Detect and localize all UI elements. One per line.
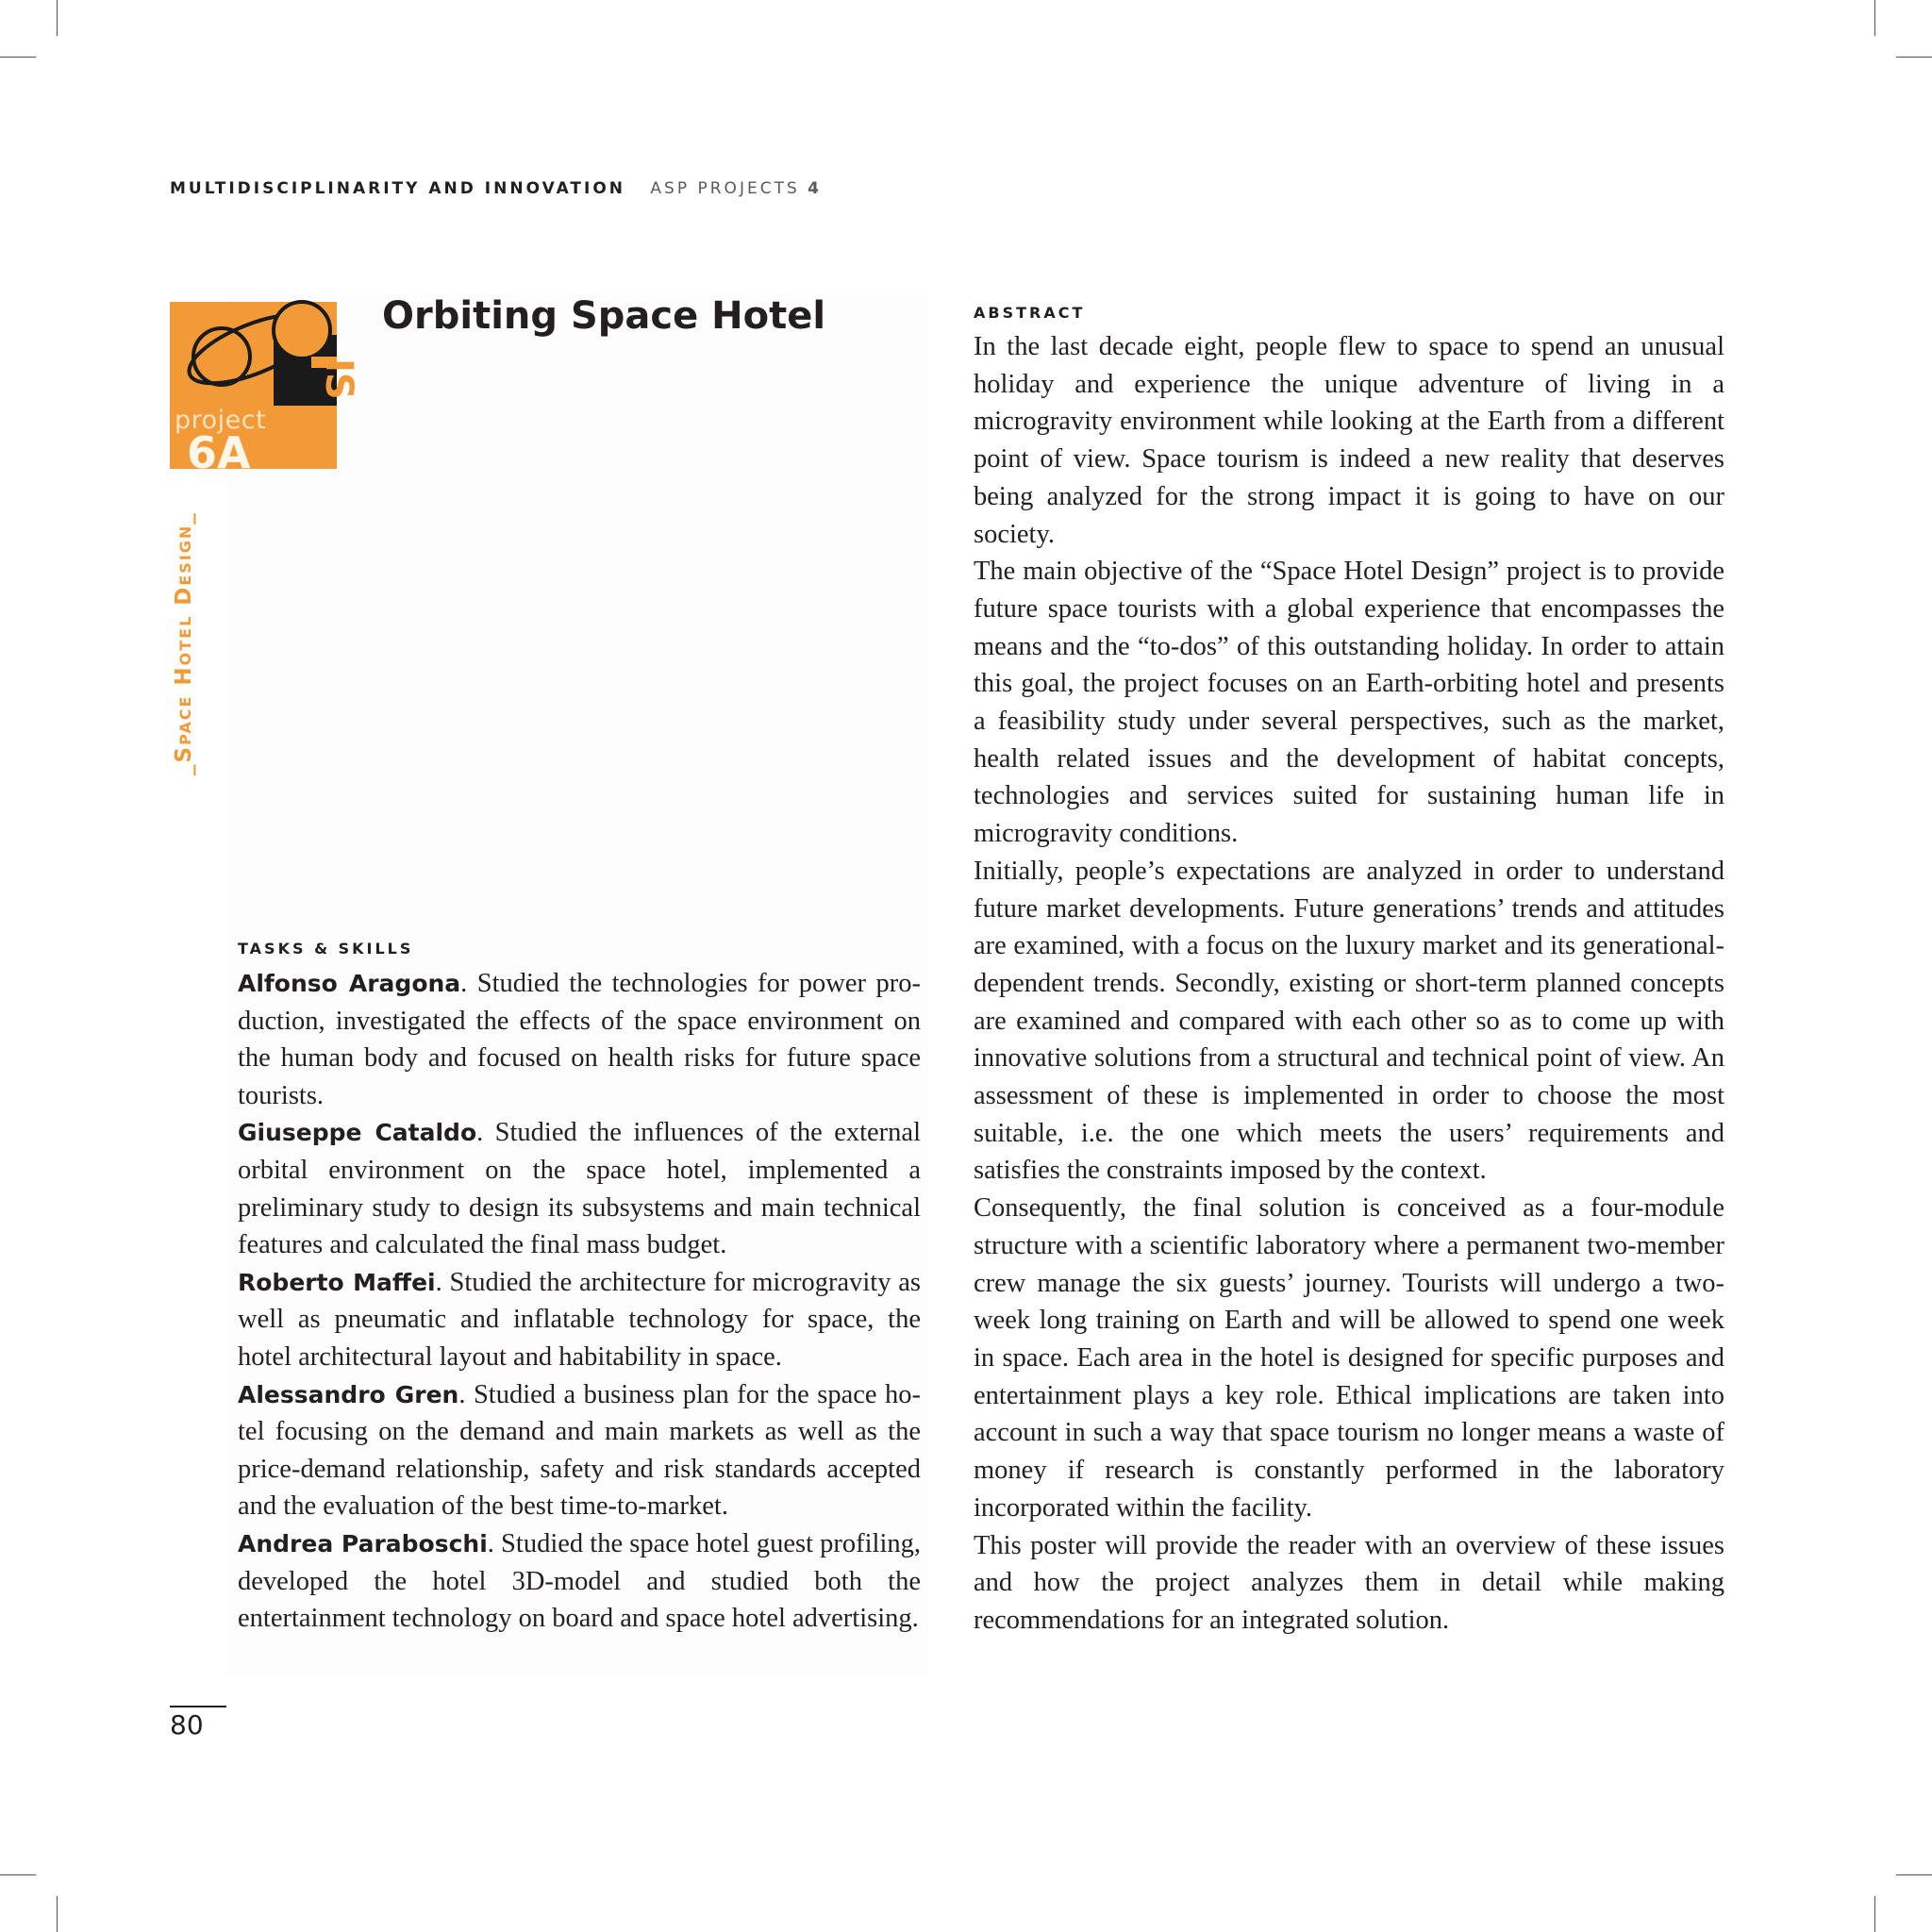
team-member-name: Alfonso Aragona [238, 970, 461, 997]
team-member-entry [238, 1114, 921, 1263]
page-title: Orbiting Space Hotel [382, 294, 826, 338]
team-member-name: Alessandro Gren [238, 1380, 459, 1408]
running-header-series [650, 179, 822, 198]
crop-mark [0, 1874, 36, 1875]
project-logo [170, 302, 360, 478]
team-member-description: . Studied the architecture for microgravity as well as pneumatic and inflatable technology for space, the hotel architectural layout and habitability in space. [238, 1267, 921, 1372]
crop-mark [1896, 1874, 1932, 1875]
team-member-name: Giuseppe Cataldo [238, 1119, 477, 1147]
team-member-description: . Studied the technologies for power production, investigated the effects of the space environment on the human body and focused on health risks for future space tourists. [238, 969, 921, 1110]
crop-mark [1874, 1896, 1875, 1932]
team-member-entry [238, 1264, 921, 1376]
abstract-paragraph: This poster will provide the reader with an overview of these issues and how the project analyzes them in detail while making recommendations for an integrated solution. [974, 1530, 1724, 1635]
running-header-series-label: ASP PROJECTS [650, 179, 800, 198]
crop-mark [1874, 0, 1875, 36]
vertical-section-label: _Space Hotel Design_ [172, 511, 196, 775]
team-member-description: . Studied a business plan for the space hotel focusing on the demand and main markets as well as the price-demand relationship, safety and risk standards accepted and the evaluation of the best time-to-market. [238, 1379, 921, 1522]
team-member-name: Roberto Maffei [238, 1268, 436, 1296]
team-member-description: . Studied the space hotel guest profiling, developed the hotel 3D-model and studied both the entertainment technology on board and space hotel advertising. [238, 1528, 921, 1634]
logo-project-code: 6A [187, 427, 251, 478]
running-header-number: 4 [808, 179, 822, 198]
crop-mark [57, 1896, 58, 1932]
tasks-body [238, 965, 921, 1638]
abstract-paragraph: In the last decade eight, people flew to space to spend an unusual holiday and experience the unique adventure of living in a microgravity environment while looking at the Earth from a different point of view. Space tourism is indeed a new reality that deserves being analyzed for the strong impact it is going to have on our society. [974, 332, 1724, 549]
crop-mark [0, 57, 36, 58]
team-member-entry [238, 1376, 921, 1525]
logo-project-word: project [175, 406, 267, 435]
running-header-section: MULTIDISCIPLINARITY AND INNOVATION [170, 179, 626, 198]
abstract-paragraph: Initially, people’s expectations are analyzed in order to understand future market developments. Future generations’ trends and attitudes are examined, with a focus on the luxury market and its generational-dependent trends. Secondly, existing or short-term planned concepts are examined and compared with each other so as to come up with innovative solutions from a structural and technical point of view. An assessment of these is implemented in order to choose the most suitable, i.e. the one which meets the users’ requirements and satisfies the constraints imposed by the context. [974, 856, 1724, 1186]
crop-mark [57, 0, 58, 36]
crop-mark [1896, 57, 1932, 58]
team-member-description: . Studied the influences of the external orbital environment on the space hotel, implemented a preliminary study to design its subsystems and main technical features and calculated the final mass budget. [238, 1118, 921, 1260]
team-member-name: Andrea Paraboschi [238, 1529, 488, 1557]
running-header [170, 179, 822, 198]
tasks-heading: TASKS & SKILLS [238, 940, 414, 958]
page-number-rule [170, 1706, 226, 1707]
abstract-paragraph: The main objective of the “Space Hotel Design” project is to provide future space tourists with a global experience that encompasses the means and the “to-dos” of this outstanding holiday. In order to attain this goal, the project focuses on an Earth-orbiting hotel and presents a feasibility study under several perspectives, such as the market, health related issues and the development of habitat concepts, technologies and services suited for sustaining human life in microgravity conditions. [974, 557, 1724, 849]
abstract-body [974, 328, 1724, 1640]
page-number: 80 [170, 1709, 204, 1740]
team-member-entry [238, 965, 921, 1114]
team-member-entry [238, 1525, 921, 1638]
svg-text:IS: IS [317, 358, 360, 400]
abstract-paragraph: Consequently, the final solution is conceived as a four-module structure with a scientific laboratory where a permanent two-member crew manage the six guests’ journey. Tourists will undergo a two-week long training on Earth and will be allowed to spend one week in space. Each area in the hotel is designed for specific purposes and entertainment plays a key role. Ethical implications are taken into account in such a way that space tourism no longer means a waste of money if research is constantly performed in the laboratory incorporated within the facility. [974, 1193, 1724, 1523]
abstract-heading: ABSTRACT [974, 304, 1086, 322]
